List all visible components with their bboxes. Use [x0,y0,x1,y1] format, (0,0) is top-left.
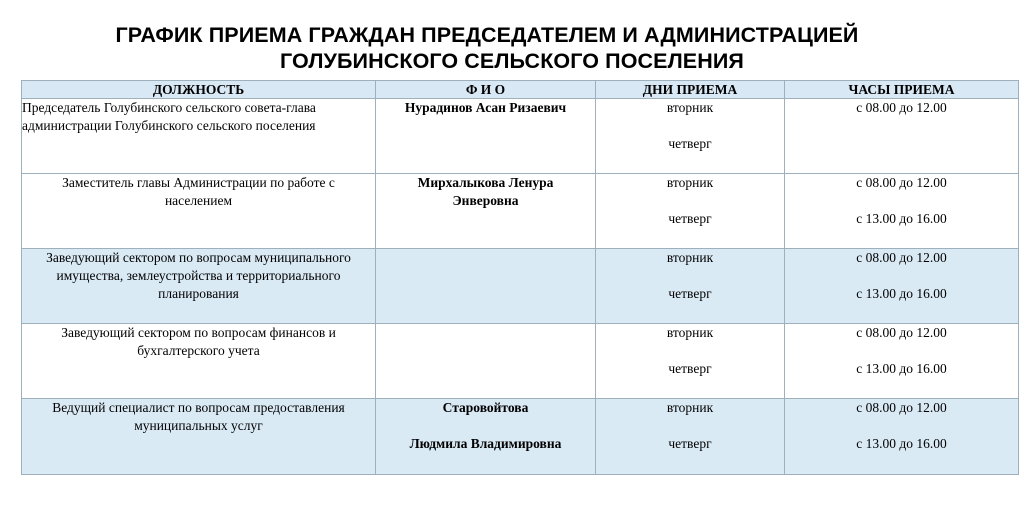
reception-schedule-table [21,80,1019,475]
header-days: ДНИ ПРИЕМА [596,81,785,99]
hours-2: с 13.00 до 16.00 [856,286,947,301]
hours-1: с 08.00 до 12.00 [856,175,947,190]
fio-text: Старовойтова [442,400,529,415]
table-row [22,174,1019,249]
position-text: Заведующий сектором по вопросам муниципального имущества, землеустройства и территориального планирования [46,250,351,301]
cell-hours [785,249,1019,324]
hours-2: с 13.00 до 16.00 [856,436,947,451]
header-fio: Ф И О [376,81,596,99]
table-row [22,399,1019,475]
hours-2 [785,135,1018,153]
day-1: вторник [666,325,714,340]
title-line-2: ГОЛУБИНСКОГО СЕЛЬСКОГО ПОСЕЛЕНИЯ [280,49,744,73]
day-2: четверг [668,286,712,301]
cell-hours [785,174,1019,249]
day-1: вторник [666,100,714,115]
hours-1: с 08.00 до 12.00 [856,250,947,265]
cell-fio [376,99,596,174]
day-2: четверг [668,436,712,451]
page-title [0,22,1024,74]
title-line-1: ГРАФИК ПРИЕМА ГРАЖДАН ПРЕДСЕДАТЕЛЕМ И АДМИНИСТРАЦИЕЙ [115,23,859,47]
hours-1: с 08.00 до 12.00 [856,100,947,115]
cell-days [596,249,785,324]
fio-text: Нурадинов Асан Ризаевич [404,100,567,115]
hours-1: с 08.00 до 12.00 [856,400,947,415]
day-1: вторник [666,400,714,415]
position-text: Заместитель главы Администрации по работе с населением [62,175,335,208]
cell-days [596,174,785,249]
cell-fio [376,399,596,475]
fio-text: Мирхалыкова Ленура [417,175,554,190]
table-header-row [22,81,1019,99]
hours-2: с 13.00 до 16.00 [856,361,947,376]
header-hours: ЧАСЫ ПРИЕМА [785,81,1019,99]
cell-fio [376,249,596,324]
cell-position [22,99,376,174]
day-2: четверг [668,361,712,376]
cell-days [596,324,785,399]
day-1: вторник [666,250,714,265]
cell-days [596,99,785,174]
position-text: Заведующий сектором по вопросам финансов и бухгалтерского учета [61,325,336,358]
cell-hours [785,399,1019,475]
hours-1: с 08.00 до 12.00 [856,325,947,340]
cell-hours [785,99,1019,174]
cell-position [22,399,376,475]
header-position: ДОЛЖНОСТЬ [22,81,376,99]
cell-position [22,324,376,399]
table-row [22,324,1019,399]
cell-fio [376,174,596,249]
fio-text-2: Людмила Владимировна [409,436,562,451]
cell-hours [785,324,1019,399]
fio-text-2: Энверовна [452,193,519,208]
position-text: Ведущий специалист по вопросам предоставления муниципальных услуг [52,400,345,433]
position-text: Председатель Голубинского сельского совета-глава администрации Голубинского сельского поселения [22,100,316,133]
cell-days [596,399,785,475]
day-2: четверг [668,136,712,151]
cell-fio [376,324,596,399]
day-2: четверг [668,211,712,226]
table-row [22,99,1019,174]
hours-2: с 13.00 до 16.00 [856,211,947,226]
day-1: вторник [666,175,714,190]
table-row [22,249,1019,324]
cell-position [22,174,376,249]
cell-position [22,249,376,324]
